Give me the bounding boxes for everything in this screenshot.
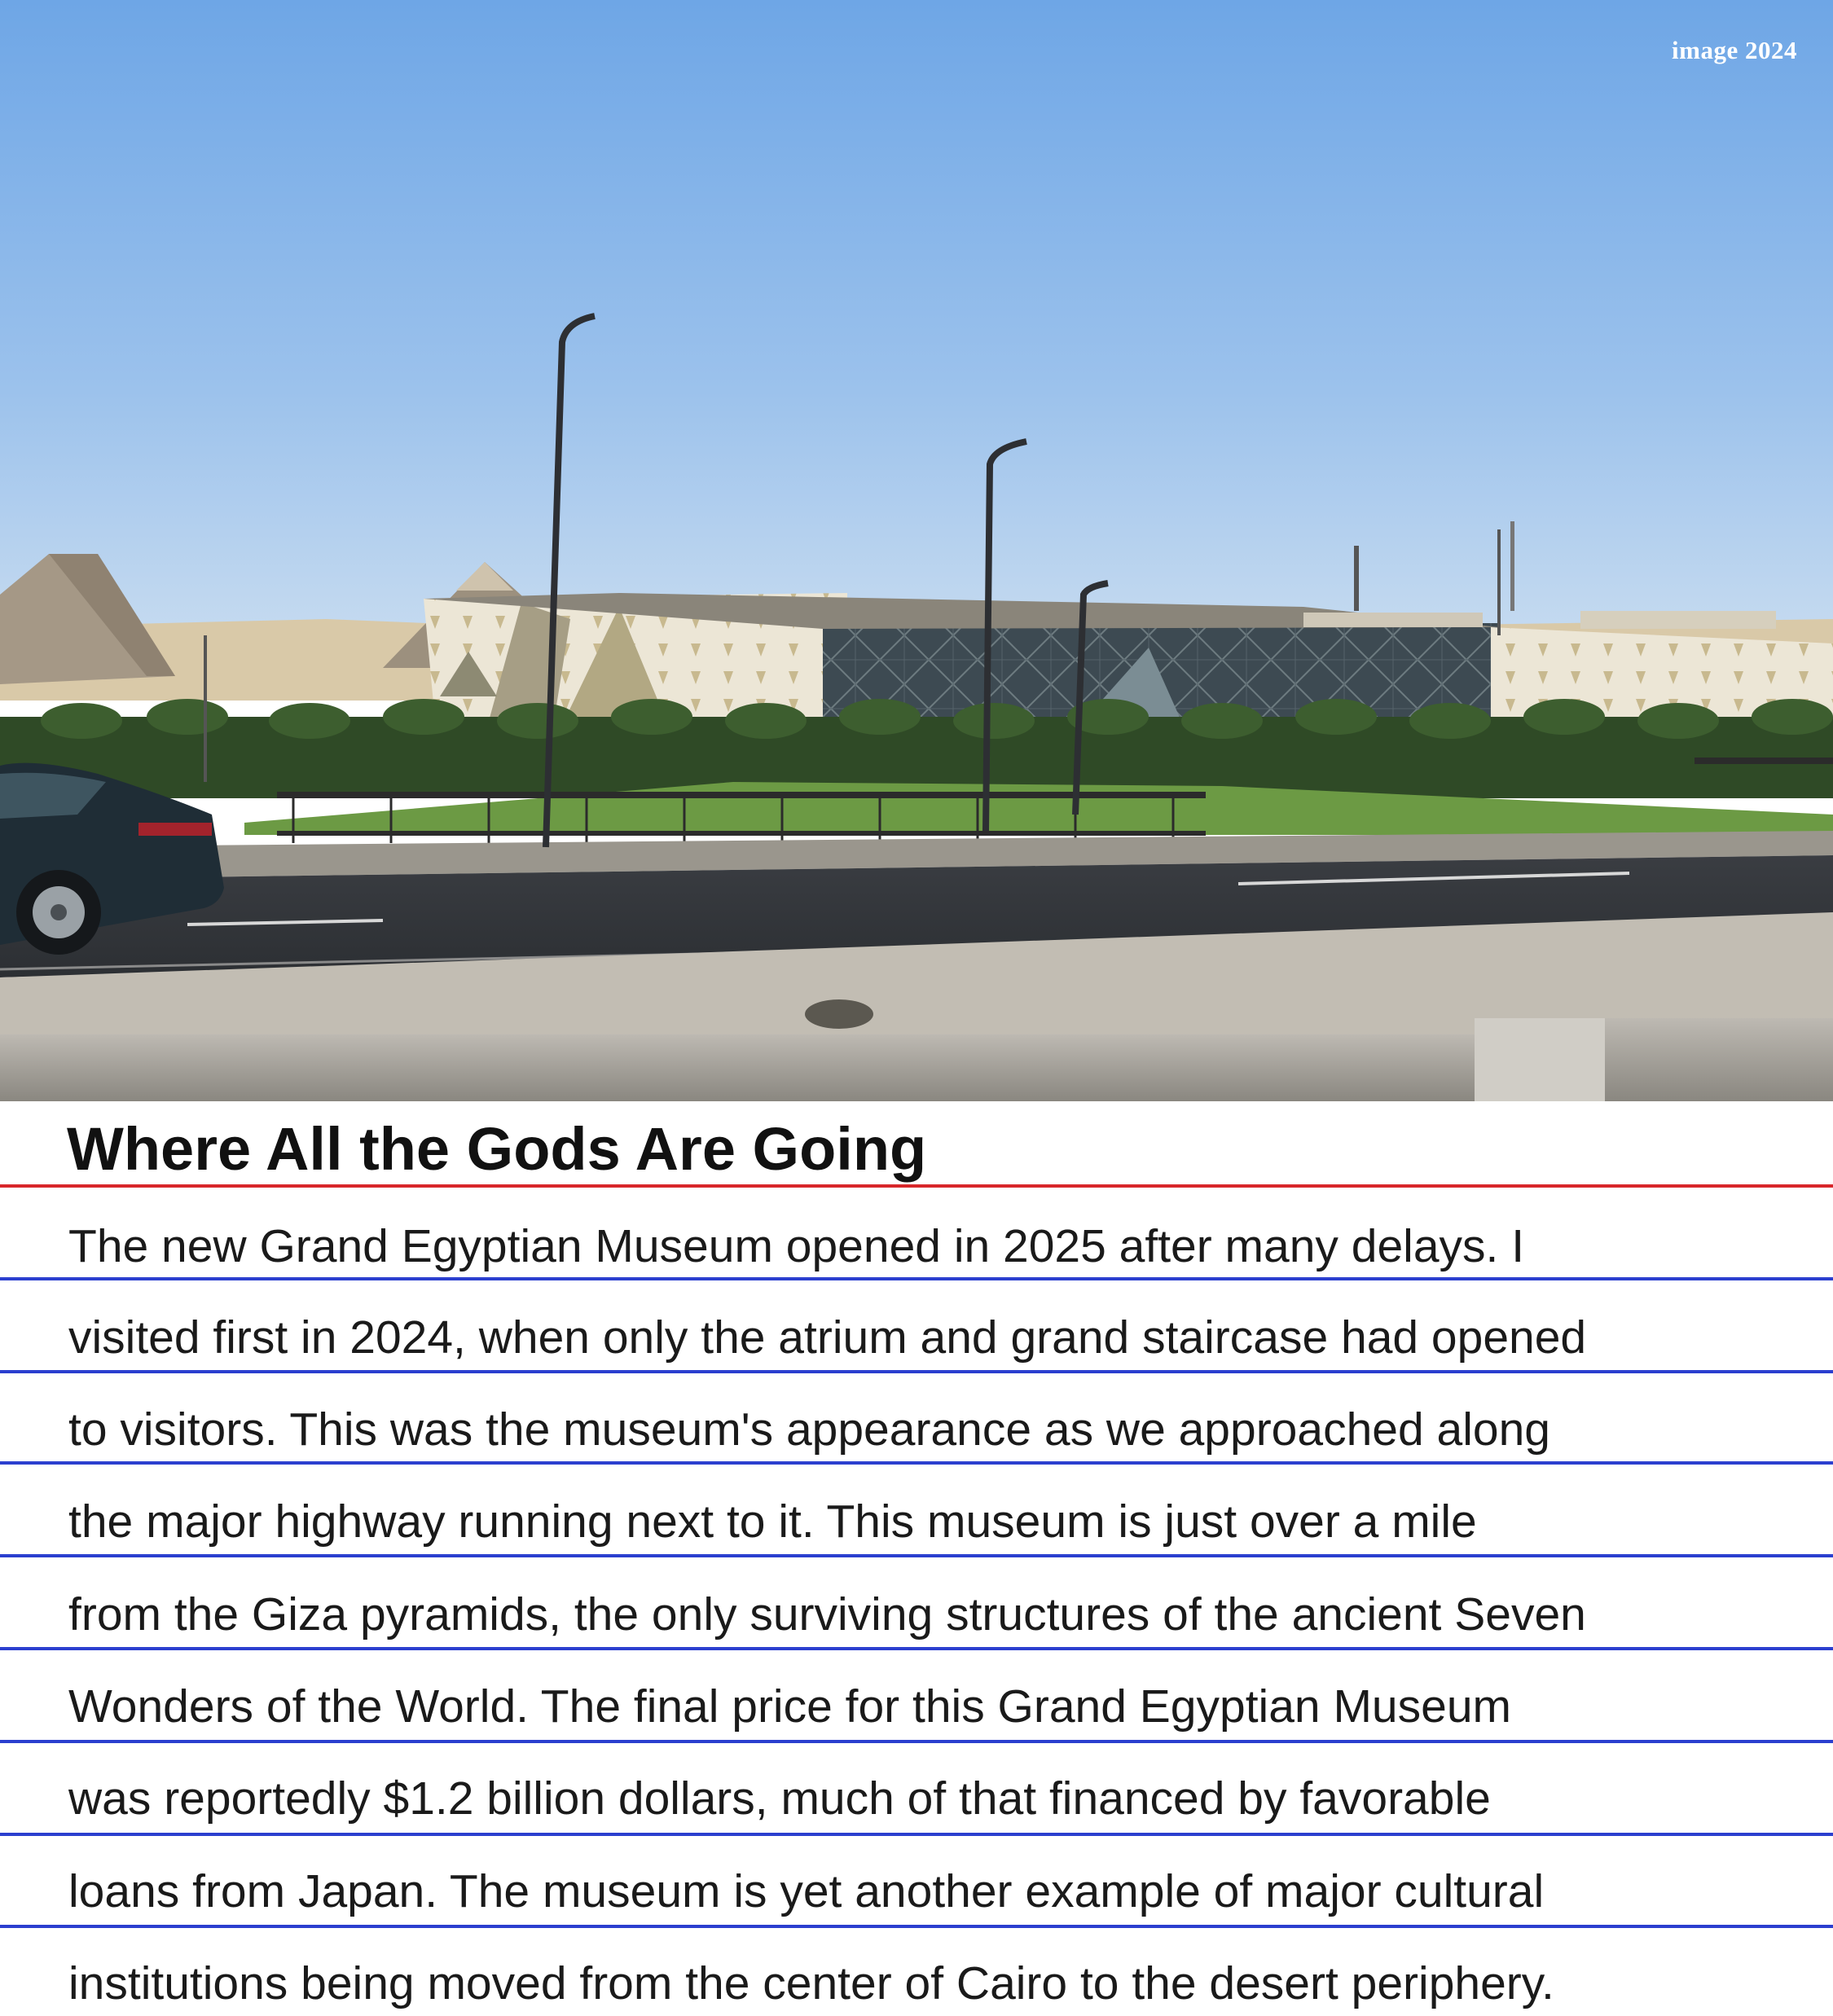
line-rule-8 — [0, 1925, 1833, 1928]
line-rule-1 — [0, 1277, 1833, 1280]
line-rule-2 — [0, 1370, 1833, 1373]
body-line-8: loans from Japan. The museum is yet another example of major cultural — [68, 1865, 1545, 1917]
article-title: Where All the Gods Are Going — [67, 1115, 927, 1183]
article — [0, 1101, 1833, 2016]
line-rule-4 — [0, 1554, 1833, 1557]
body-line-1: The new Grand Egyptian Museum opened in 2025 after many delays. I — [68, 1220, 1525, 1272]
body-line-3: to visitors. This was the museum's appearance as we approached along — [68, 1403, 1550, 1456]
body-line-2: visited first in 2024, when only the atrium and grand staircase had opened — [68, 1311, 1587, 1364]
title-rule — [0, 1184, 1833, 1188]
line-rule-7 — [0, 1833, 1833, 1836]
line-rule-3 — [0, 1461, 1833, 1465]
body-line-6: Wonders of the World. The final price for this Grand Egyptian Museum — [68, 1680, 1512, 1733]
body-line-5: from the Giza pyramids, the only surviving structures of the ancient Seven — [68, 1588, 1586, 1640]
body-line-4: the major highway running next to it. This museum is just over a mile — [68, 1496, 1477, 1548]
photo-caption: image 2024 — [1672, 36, 1797, 64]
line-rule-6 — [0, 1740, 1833, 1743]
body-line-9: institutions being moved from the center of Cairo to the desert periphery. — [68, 1957, 1554, 2009]
body-line-7: was reportedly $1.2 billion dollars, much of that financed by favorable — [68, 1772, 1491, 1825]
line-rule-5 — [0, 1647, 1833, 1650]
